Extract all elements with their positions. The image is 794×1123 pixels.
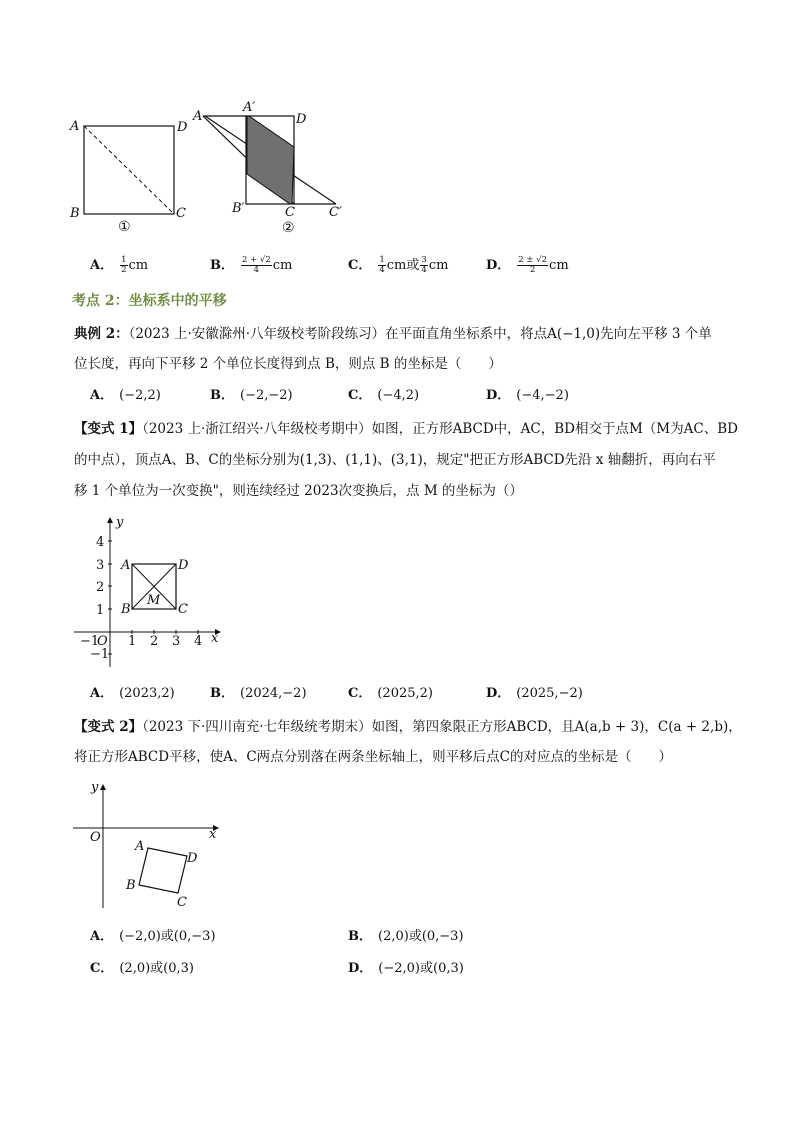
y-tick-neg1: −1 [90, 647, 110, 662]
x-tick-4: 4 [194, 634, 203, 649]
q0-option-a[interactable]: A． $\frac{1}{2}$ cm [90, 255, 149, 275]
label-C2: C [285, 205, 295, 220]
y-tick-1: 1 [96, 603, 105, 618]
variant2-line2: 将正方形ABCD平移，使A、C两点分别落在两条坐标轴上，则平移后点C的对应点的坐标是（ ） [74, 749, 672, 765]
variant1-option-b[interactable]: B． (2024,−2) [210, 686, 307, 701]
example2-option-b[interactable]: B． (−2,−2) [210, 388, 293, 403]
section-heading: 考点 2：坐标系中的平移 [72, 293, 227, 309]
point-a-label: A [121, 558, 131, 573]
label-D2: D [296, 112, 307, 127]
figure-squares [60, 95, 360, 245]
variant1-coordinate-graph [70, 512, 230, 672]
point-c-label: C [178, 602, 188, 617]
variant1-option-c[interactable]: C． (2025,2) [348, 686, 433, 701]
x-tick-1: 1 [128, 634, 137, 649]
example2-option-a[interactable]: A． (−2,2) [90, 388, 161, 403]
figure-num-1: ① [118, 219, 131, 235]
figure-num-2: ② [282, 220, 295, 236]
variant2-option-a[interactable]: A． (−2,0)或(0,−3) [90, 929, 216, 944]
x-tick-2: 2 [150, 634, 159, 649]
origin-label: O [90, 830, 101, 845]
example2-option-c[interactable]: C． (−4,2) [348, 388, 420, 403]
x-tick-3: 3 [172, 634, 181, 649]
label-A1: A [70, 119, 80, 134]
q0-option-b[interactable]: B． $\frac{2 + √2}{4}$ cm [210, 255, 293, 275]
point-c-label: C [177, 895, 187, 910]
y-axis-label: y [91, 780, 99, 795]
variant1-line2: 的中点），顶点A、B、C的坐标分别为(1,3)、(1,1)、(3,1)，规定"把正方形ABCD先沿 x 轴翻折，再向右平 [74, 452, 716, 468]
label-A2: A [193, 109, 203, 124]
x-axis-label: x [209, 827, 217, 842]
point-a-label: A [135, 839, 145, 854]
y-tick-2: 2 [96, 580, 105, 595]
x-tick-neg1: −1 [80, 634, 100, 649]
origin-label: O [97, 634, 108, 649]
label-Cp: C′ [329, 205, 342, 220]
variant2-coordinate-graph [70, 775, 230, 915]
shaded-overlap [247, 116, 294, 204]
y-tick-4: 4 [96, 535, 105, 550]
square-abcd [139, 848, 187, 893]
label-Bp: B′ [232, 201, 245, 216]
point-d-label: D [178, 558, 189, 573]
example2-line2: 位长度，再向下平移 2 个单位长度得到点 B，则点 B 的坐标是（ ） [74, 356, 502, 372]
x-axis-label: x [211, 631, 219, 646]
q0-option-c[interactable]: C． $\frac{1}{4}$ cm或 $\frac{3}{4}$ cm [348, 255, 449, 275]
variant1-line3: 移 1 个单位为一次变换"，则连续经过 2023次变换后，点 M 的坐标为（） [74, 483, 523, 499]
variant2-line1: 【变式 2】（2023 下·四川南充·七年级统考期末）如图，第四象限正方形ABCD，且A(a,b + 3)，C(a + 2,b)， [74, 719, 742, 735]
q0-option-d[interactable]: D． $\frac{2 \pm √2}{2}$ cm [486, 255, 569, 275]
label-D1: D [177, 120, 188, 135]
y-tick-3: 3 [96, 558, 105, 573]
label-Ap: A′ [243, 100, 256, 115]
variant1-option-d[interactable]: D． (2025,−2) [486, 686, 583, 701]
point-d-label: D [187, 851, 198, 866]
point-b-label: B [126, 878, 136, 893]
point-b-label: B [121, 602, 131, 617]
variant2-option-c[interactable]: C． (2,0)或(0,3) [90, 961, 194, 976]
point-m-label: M [147, 593, 161, 608]
label-B1: B [70, 206, 80, 221]
variant2-option-b[interactable]: B． (2,0)或(0,−3) [348, 929, 464, 944]
diagonal-dashed [84, 126, 174, 214]
example2-line1: 典例 2：（2023 上·安徽滁州·八年级校考阶段练习）在平面直角坐标系中，将点A(−1,0)先向左平移 3 个单 [74, 326, 712, 342]
variant1-line1: 【变式 1】（2023 上·浙江绍兴·八年级校考期中）如图，正方形ABCD中，AC，BD相交于点M（M为AC、BD [74, 421, 738, 437]
label-C1: C [176, 206, 186, 221]
example2-option-d[interactable]: D． (−4,−2) [486, 388, 569, 403]
variant1-option-a[interactable]: A． (2023,2) [90, 686, 175, 701]
variant2-option-d[interactable]: D． (−2,0)或(0,3) [348, 961, 464, 976]
y-axis-label: y [116, 515, 124, 530]
